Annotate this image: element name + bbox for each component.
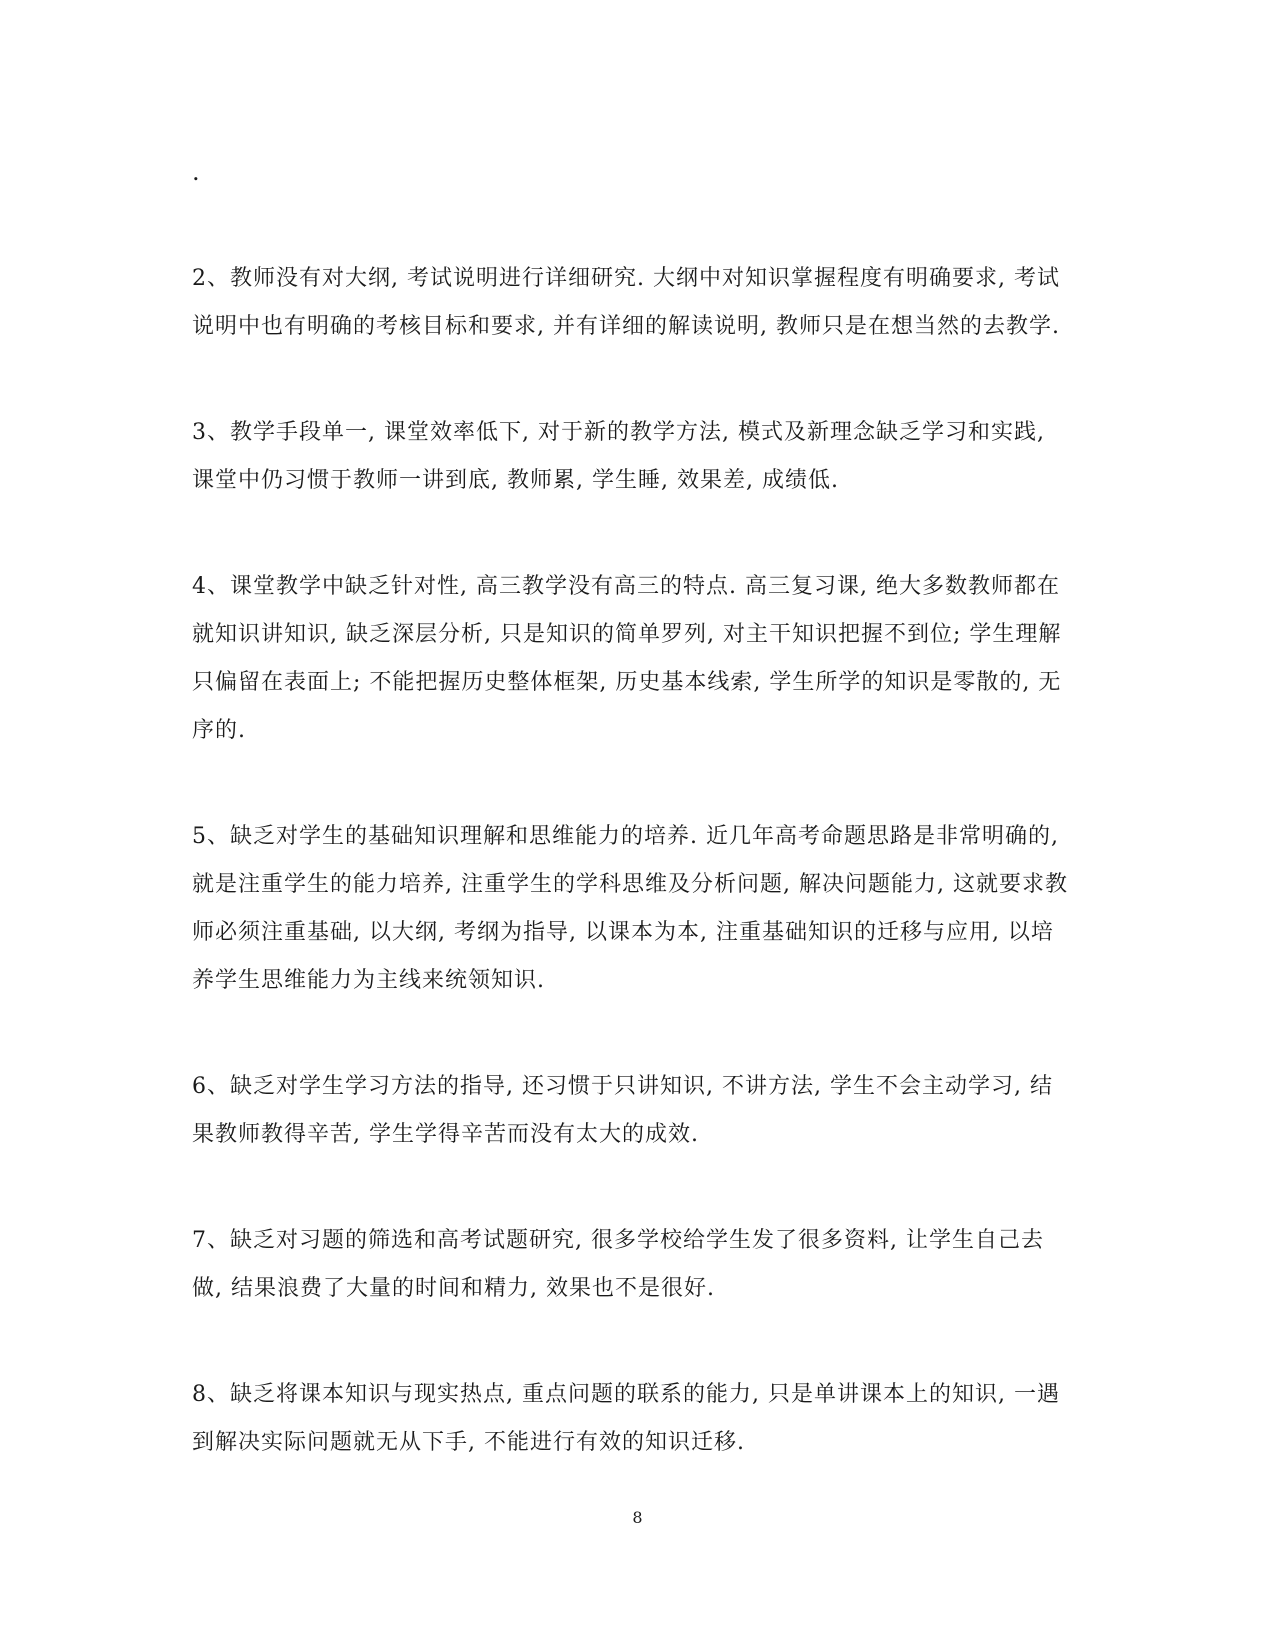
paragraph-3: 3、教学手段单一, 课堂效率低下, 对于新的教学方法, 模式及新理念缺乏学习和实践, 课堂中仍习惯于教师一讲到底, 教师累, 学生睡, 效果差, 成绩低. xyxy=(192,420,1045,493)
document-body xyxy=(192,255,1072,1525)
paragraph-8: 8、缺乏将课本知识与现实热点, 重点问题的联系的能力, 只是单讲课本上的知识, 一遇到解决实际问题就无从下手, 不能进行有效的知识迁移. xyxy=(192,1382,1060,1455)
page-number: 8 xyxy=(632,1508,643,1527)
paragraph-4: 4、课堂教学中缺乏针对性, 高三教学没有高三的特点. 高三复习课, 绝大多数教师都在就知识讲知识, 缺乏深层分析, 只是知识的简单罗列, 对主干知识把握不到位; 学生理解只偏留在表面上; 不能把握历史整体框架, 历史基本线索, 学生所学的知识是零散的, 无序的. xyxy=(192,574,1062,743)
leading-dot: . xyxy=(192,158,200,186)
paragraph-5: 5、缺乏对学生的基础知识理解和思维能力的培养. 近几年高考命题思路是非常明确的, 就是注重学生的能力培养, 注重学生的学科思维及分析问题, 解决问题能力, 这就要求教师必须注重基础, 以大纲, 考纲为指导, 以课本为本, 注重基础知识的迁移与应用, 以培养学生思维能力为主线来统领知识. xyxy=(192,824,1068,993)
paragraph-6: 6、缺乏对学生学习方法的指导, 还习惯于只讲知识, 不讲方法, 学生不会主动学习, 结果教师教得辛苦, 学生学得辛苦而没有太大的成效. xyxy=(192,1074,1053,1147)
paragraph-7: 7、缺乏对习题的筛选和高考试题研究, 很多学校给学生发了很多资料, 让学生自己去做, 结果浪费了大量的时间和精力, 效果也不是很好. xyxy=(192,1228,1044,1301)
paragraph-2: 2、教师没有对大纲, 考试说明进行详细研究. 大纲中对知识掌握程度有明确要求, 考试说明中也有明确的考核目标和要求, 并有详细的解读说明, 教师只是在想当然的去教学. xyxy=(192,266,1060,339)
